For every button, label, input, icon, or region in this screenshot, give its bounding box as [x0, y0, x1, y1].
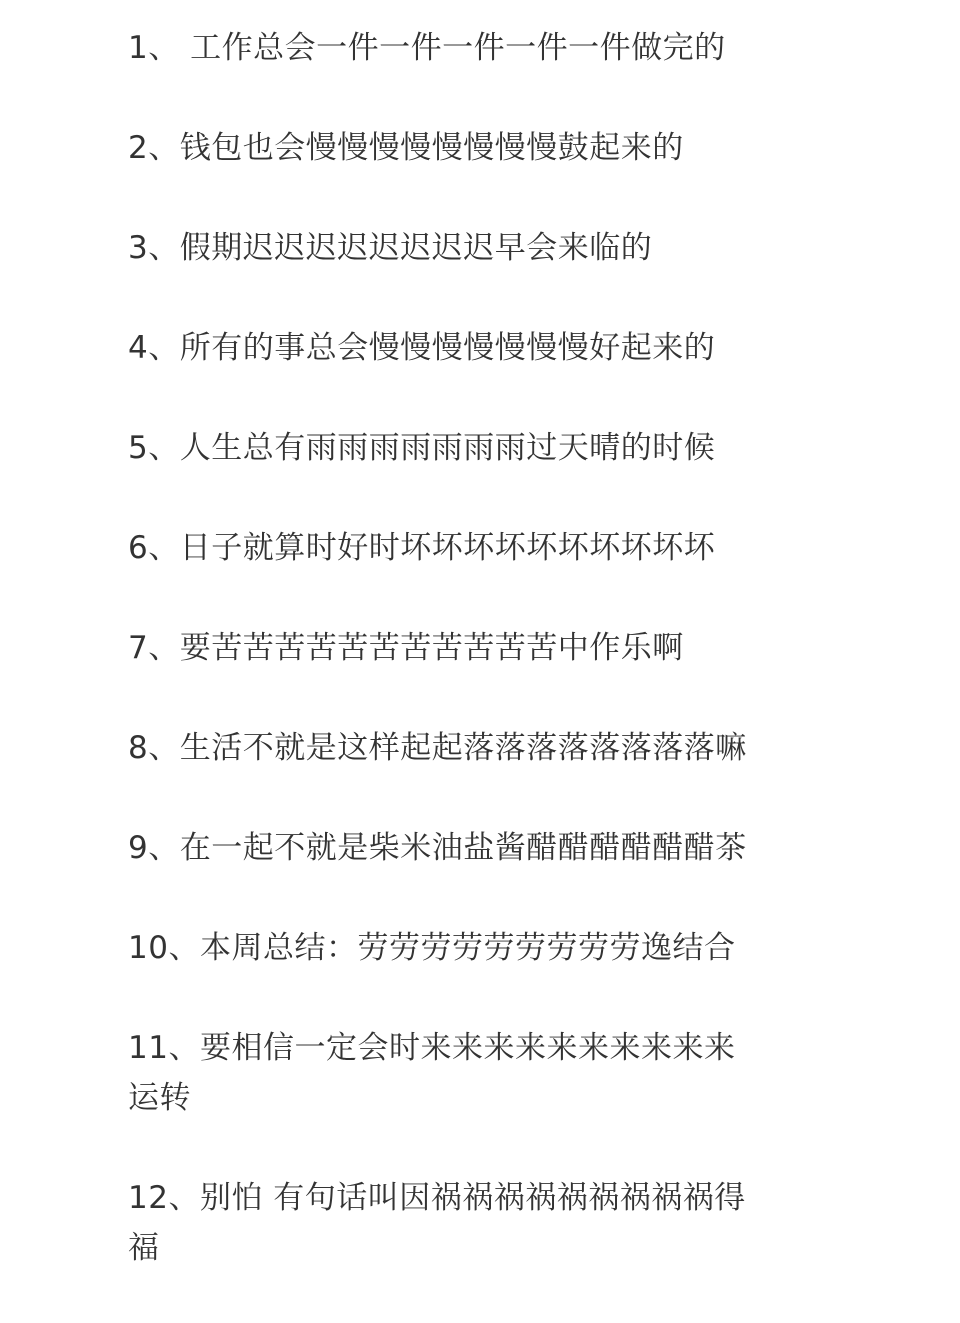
- list-item: [128, 723, 888, 773]
- list-item: [128, 923, 888, 973]
- list-item-text: 4、所有的事总会慢慢慢慢慢慢慢好起来的: [128, 330, 716, 366]
- list-item-text: 12、别怕 有句话叫因祸祸祸祸祸祸祸祸祸得: [128, 1180, 746, 1216]
- quote-list: [128, 23, 888, 1323]
- list-item: [128, 123, 888, 173]
- list-item: [128, 523, 888, 573]
- list-item-text: 福: [128, 1230, 160, 1266]
- list-item-text: 3、假期迟迟迟迟迟迟迟迟早会来临的: [128, 230, 653, 266]
- list-item-text: 7、要苦苦苦苦苦苦苦苦苦苦苦中作乐啊: [128, 630, 684, 666]
- list-item: [128, 23, 888, 73]
- list-item-text: 11、要相信一定会时来来来来来来来来来来: [128, 1030, 736, 1066]
- list-item: [128, 223, 888, 273]
- list-item-text: 6、日子就算时好时坏坏坏坏坏坏坏坏坏坏: [128, 530, 716, 566]
- list-item: [128, 323, 888, 373]
- list-item: [128, 1173, 888, 1273]
- list-item-text: 1、 工作总会一件一件一件一件一件做完的: [128, 30, 726, 66]
- list-item-text: 运转: [128, 1080, 191, 1116]
- list-item-text: 5、人生总有雨雨雨雨雨雨雨过天晴的时候: [128, 430, 716, 466]
- list-item: [128, 423, 888, 473]
- list-item: [128, 623, 888, 673]
- list-item: [128, 823, 888, 873]
- list-item: [128, 1023, 888, 1123]
- list-item-text: 8、生活不就是这样起起落落落落落落落落嘛: [128, 730, 747, 766]
- list-item-text: 10、本周总结：劳劳劳劳劳劳劳劳劳逸结合: [128, 930, 736, 966]
- list-item-text: 9、在一起不就是柴米油盐酱醋醋醋醋醋醋茶: [128, 830, 747, 866]
- list-item-text: 2、钱包也会慢慢慢慢慢慢慢慢鼓起来的: [128, 130, 684, 166]
